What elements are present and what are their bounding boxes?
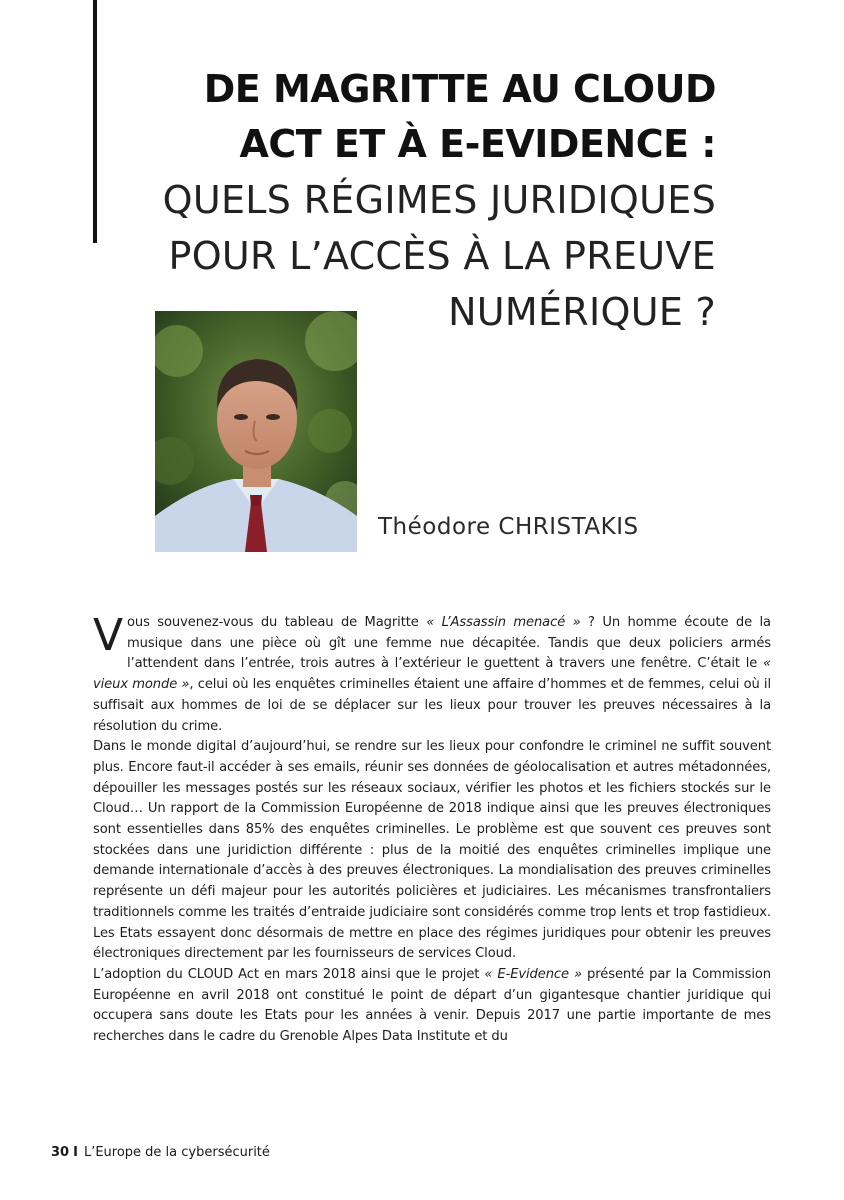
paragraph-3-text-b: présenté par la Commission Européenne en avril 2018 ont constitué le point de départ d’un gigantesque chantier juridique qui occupera sans doute les Etats pour les années à venir. Depuis 2017 une partie importante de mes recherches dans le cadre du Grenoble Alpes Data Institute et du bbox=[93, 966, 771, 1045]
title-line-1: DE MAGRITTE AU CLOUD bbox=[203, 67, 716, 111]
title-line-3: QUELS RÉGIMES JURIDIQUES bbox=[162, 178, 716, 222]
article-body bbox=[93, 610, 771, 1048]
publication-name: L’Europe de la cybersécurité bbox=[83, 1145, 270, 1160]
footer-separator: I bbox=[73, 1145, 78, 1160]
paragraph-1-text-a: ous souvenez-vous du tableau de Magritte bbox=[127, 615, 427, 630]
paragraph-1-text-b: ? Un homme écoute de la musique dans une pièce où gît une femme nue décapitée. Tandis que deux policiers armés l’attendent dans l’entrée, trois autres à l’extérieur le guettent à travers une fenêtre. C’était le bbox=[127, 615, 771, 672]
paragraph-2: Dans le monde digital d’aujourd’hui, se rendre sur les lieux pour confondre le criminel ne suffit souvent plus. Encore faut-il accéder à ses emails, réunir ses données de géolocalisation et autres métadonnées, dépouiller les messages postés sur les réseaux sociaux, vérifier les photos et les fichiers stockés sur le Cloud… Un rapport de la Commission Européenne de 2018 indique ainsi que les preuves électroniques sont essentielles dans 85% des enquêtes criminelles. Le problème est que souvent ces preuves sont stockées dans une juridiction différente : plus de la moitié des enquêtes criminelles implique une demande internationale d’accès à des preuves électroniques. La mondialisation des preuves criminelles représente un défi majeur pour les autorités policières et judiciaires. Les mécanismes transfrontaliers traditionnels comme les traités d’entraide judiciaire sont considérés comme trop lents et trop fastidieux. Les Etats essayent donc désormais de mettre en place des régimes juridiques pour obtenir les preuves électroniques directement par les fournisseurs de services Cloud. bbox=[93, 739, 771, 962]
author-photo bbox=[155, 311, 357, 552]
author-name: Théodore CHRISTAKIS bbox=[378, 514, 639, 540]
article-title bbox=[76, 62, 716, 340]
title-line-5: NUMÉRIQUE ? bbox=[448, 290, 716, 334]
title-line-2: ACT ET À E-EVIDENCE : bbox=[239, 122, 716, 166]
drop-cap: V bbox=[93, 610, 123, 661]
quoted-phrase: « vieux monde » bbox=[93, 656, 771, 693]
paragraph-1 bbox=[93, 610, 771, 737]
painting-title: « L’Assassin menacé » bbox=[426, 615, 581, 630]
page-footer bbox=[51, 1145, 270, 1160]
project-name: « E-Evidence » bbox=[484, 966, 583, 982]
title-line-4: POUR L’ACCÈS À LA PREUVE bbox=[168, 234, 716, 278]
paragraph-3-text-a: L’adoption du CLOUD Act en mars 2018 ainsi que le projet bbox=[93, 966, 485, 982]
paragraph-1-text-c: , celui où les enquêtes criminelles étaient une affaire d’hommes et de femmes, celui où il suffisait aux hommes de loi de se déplacer sur les lieux pour trouver les preuves nécessaires à la résolution du crime. bbox=[93, 677, 771, 734]
paragraph-3 bbox=[93, 965, 771, 1048]
page-number: 30 bbox=[51, 1145, 70, 1160]
